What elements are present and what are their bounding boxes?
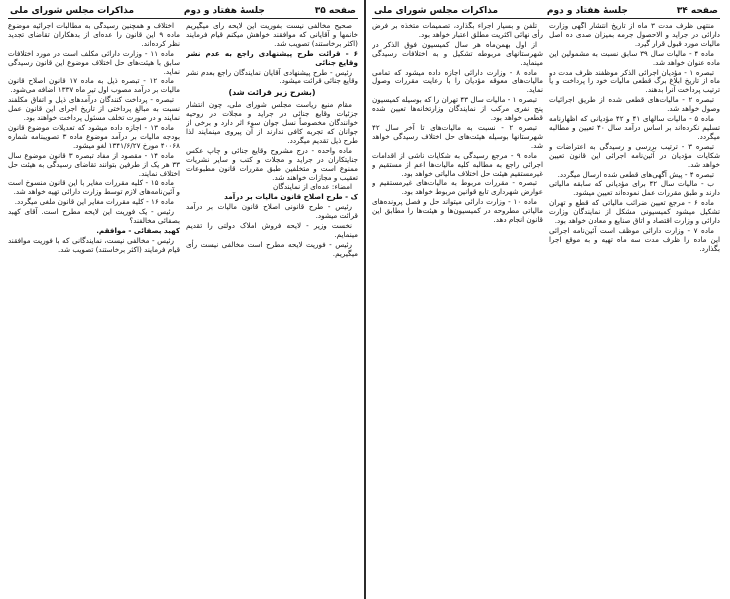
- paragraph: ماده ۱۶ - کلیه مقررات مغایر این قانون ملغی میگردد.: [14, 197, 174, 207]
- section-heading: ک - طرح اصلاح قانون مالیات بر درآمد: [224, 192, 358, 202]
- paragraph: ماده ۸ - وزارت دارائی اجازه داده میشود که تمامی مالیات‌های معوقه مؤدیان را با رعایت مقررات وصول نماید.: [372, 67, 543, 95]
- right-page-header: [372, 4, 720, 19]
- paragraph: رئیس - طرح قانونی اصلاح قانون مالیات بر درآمد قرائت میشود.: [186, 202, 358, 221]
- paragraph: تبصره - پرداخت کنندگان درآمدهای ذیل و اتفاق مکلفند نسبت به مبالغ پرداختی از تاریخ اجرای این قانون عمل نمایند و در صورت تخلف مسئول پرداخت خواهند بود.: [8, 95, 180, 123]
- paragraph: ماده ۱۳ - اجازه داده میشود که تعدیلات موضوع قانون بودجه مالیات بر درآمد موضوع ماده ۳ تصویبنامه شماره ۴۰۰۶۸ مورخ ۱۳۴۱/۶/۲۷ لغو میشود.: [8, 122, 180, 150]
- paragraph: ماده ۹ - مرجع رسیدگی به شکایات ناشی از اقدامات اجرائی راجع به مطالبه کلیه مالیات‌ها اعم از مستقیم و غیرمستقیم هیئت حل اختلاف مالیاتی خواهد بود.: [372, 150, 543, 178]
- right-page-column-right: [549, 22, 720, 596]
- paragraph: منتهی ظرف مدت ۳ ماه از تاریخ انتشار آگهی وزارت دارائی در جراید و الاحصول جرمه بمیزان صدی ده اصل مالیات مورد قبول قرار گیرد.: [549, 22, 720, 48]
- paragraph: تبصره ۲ - مالیات‌های قطعی شده از طریق اجرائیات وصول خواهد شد.: [549, 95, 720, 114]
- right-page-session: جلسهٔ هفتاد و دوم: [546, 6, 628, 16]
- left-page-number: صفحه ۳۵: [314, 6, 356, 16]
- paragraph: نخست وزیر - لایحه فروش املاک دولتی را تقدیم مینمایم.: [186, 221, 358, 239]
- paragraph: ماده ۵ - مالیات سالهای ۴۱ و ۴۲ مؤدیانی که اظهارنامه تسلیم نکرده‌اند بر اساس درآمد سال ۴۰ تعیین و مطالبه میگردد.: [549, 114, 720, 141]
- section-heading: ۶ - قرائت طرح پیشنهادی راجع به عدم نشر وقایع جنائی: [186, 48, 358, 67]
- left-page-session: جلسهٔ هفتاد و دوم: [183, 6, 265, 16]
- left-page-title: مذاکرات مجلس شورای ملی: [10, 6, 135, 16]
- paragraph: ماده ۶ - مرجع تعیین ضرائب مالیاتی که قطع و تهران تشکیل میشود کمیسیونی مشکل از نمایندگان وزارت دارائی و وزارت اقتصاد و اتاق صنایع و معادن خواهد بود.: [549, 198, 720, 226]
- paragraph: تبصره ۲ - نسبت به مالیات‌های تا آخر سال ۴۲ شهرستانها بوسیله هیئت‌های حل اختلاف رسیدگی خواهد شد.: [372, 122, 543, 150]
- paragraph: رئیس - مخالفی نیست، نمایندگانی که با فوریت موافقند قیام فرمایند (اکثر برخاستند) تصویب شد.: [8, 235, 180, 254]
- paragraph: صحیح مخالفی نیست بفوریت این لایحه رأی میگیریم خانمها و آقایانی که موافقند خواهش میکنم قیام فرمایند (اکثر برخاستند) تصویب شد.: [186, 22, 358, 48]
- paragraph: تبصره ۴ - پیش آگهی‌های قطعی شده ارسال میگردد.: [557, 169, 714, 179]
- paragraph: تلفن و بسیار اجراء بگذارد، تصمیمات متخذه بر فرض رأی نهائی اکثریت مطلق اعتبار خواهد بود.: [372, 22, 543, 39]
- paragraph: ماده ۱۵ - کلیه مقررات مغایر با این قانون منسوخ است و آئین‌نامه‌های لازم توسط وزارت دارائی تهیه خواهد شد.: [8, 178, 180, 197]
- right-page: [366, 0, 730, 599]
- paragraph: رئیس - فوریت لایحه مطرح است مخالفی نیست رأی میگیریم.: [186, 239, 358, 258]
- paragraph: ماده واحده - درج مشروح وقایع جنائی و چاپ عکس جنایتکاران در جراید و مجلات و کتب و سایر نشریات ممنوع است و متخلفین طبق مقررات قانون مطبوعات تعقیب و مجازات خواهند شد.: [186, 145, 358, 182]
- paragraph: ماده ۱۰ - وزارت دارائی میتواند حل و فصل پرونده‌های مالیاتی مطروحه در کمیسیون‌ها و هیئت‌ها را مطابق این قانون انجام دهد.: [372, 197, 543, 225]
- left-page-column-right: [186, 22, 358, 596]
- left-page-header: [8, 4, 358, 19]
- paragraph: (بشرح زیر قرائت شد): [228, 88, 316, 98]
- paragraph: ماده ۱۲ - تبصره ذیل به ماده ۱۷ قانون اصلاح قانون مالیات بر درآمد مصوب اول تیر ماه ۱۳۳۷ اضافه می‌شود.: [8, 76, 180, 95]
- paragraph: تبصره ۱ - مالیات سال ۴۳ تهران را که بوسیله کمیسیون پنج نفری مرکب از نمایندگان وزارتخانه‌ها تعیین شده قطعی خواهد بود.: [372, 95, 543, 123]
- paragraph: ماده ۱۱ - وزارت دارائی مکلف است در مورد اختلافات سابق با هیئت‌های حل اختلاف موضوع این قانون رسیدگی نماید.: [8, 48, 180, 76]
- paragraph: ب - مالیات سال ۴۲ برای مؤدیانی که سابقه مالیاتی دارند و طبق مقررات عمل نموده‌اند تعیین میشود.: [549, 179, 720, 198]
- right-page-number: صفحه ۳۴: [676, 6, 718, 16]
- paragraph: اختلاف و همچنین رسیدگی به مطالبات اجرائیه موضوع ماده ۹ این قانون را عده‌ای از بدهکاران تقاضای تجدید نظر کرده‌اند.: [8, 22, 180, 48]
- paragraph: مقام منیع ریاست مجلس شورای ملی، چون انتشار جزئیات وقایع جنائی در جراید و مجلات در روحیه خوانندگان مخصوصاً نسل جوان سوء اثر دارد و برخی از جوانان که تجربه کافی ندارند از آن پیروی مینمایند لذا طرح ذیل تقدیم میگردد.: [186, 100, 358, 145]
- paragraph: تبصره ۱ - مؤدیان اجرائی الذکر موظفند ظرف مدت دو ماه از تاریخ ابلاغ برگ قطعی مالیات خود را پرداخت و یا ترتیب پرداخت آنرا بدهند.: [549, 67, 720, 95]
- paragraph: رئیس - یک فوریت این لایحه مطرح است. آقای کهبد بصفائی مخالفند؟: [8, 207, 180, 226]
- left-page-column-left: [8, 22, 180, 596]
- paragraph: ماده ۷ - وزارت دارائی موظف است آئین‌نامه اجرائی این ماده را ظرف مدت سه ماه تهیه و به موقع اجرا بگذارد.: [549, 225, 720, 253]
- right-page-column-left: [372, 22, 543, 596]
- paragraph: رئیس - طرح پیشنهادی آقایان نمایندگان راجع بعدم نشر وقایع جنائی قرائت میشود.: [186, 67, 358, 86]
- paragraph: تبصره - مقررات مربوط به مالیات‌های غیرمستقیم و عوارض شهرداری تابع قوانین مربوط خواهد بود.: [372, 178, 543, 197]
- paragraph: ماده ۱۴ - مقصود از مفاد تبصره ۳ قانون موضوع سال ۳۳ هر یک از طرفین بتوانند تقاضای رسیدگی به هیئت حل اختلاف نمایند.: [8, 150, 180, 178]
- paragraph: تبصره ۳ - ترتیب بررسی و رسیدگی به اعتراضات و شکایات مؤدیان در آئین‌نامه اجرائی این قانون تعیین خواهد شد.: [549, 141, 720, 169]
- paragraph: از اول بهمن‌ماه هر سال کمیسیون فوق الذکر در شهرستانهای مربوطه تشکیل و به اختلافات رسیدگی مینماید.: [372, 39, 543, 67]
- paragraph: ماده ۴ - مالیات سال ۳۹ سابق نسبت به مشمولین این ماده عنوان خواهد شد.: [549, 48, 720, 67]
- right-page-title: مذاکرات مجلس شورای ملی: [374, 6, 499, 16]
- paragraph: امضاء: عده‌ای از نمایندگان: [272, 182, 352, 192]
- speaker-line: کهبد بصفائی - موافقم.: [96, 225, 180, 235]
